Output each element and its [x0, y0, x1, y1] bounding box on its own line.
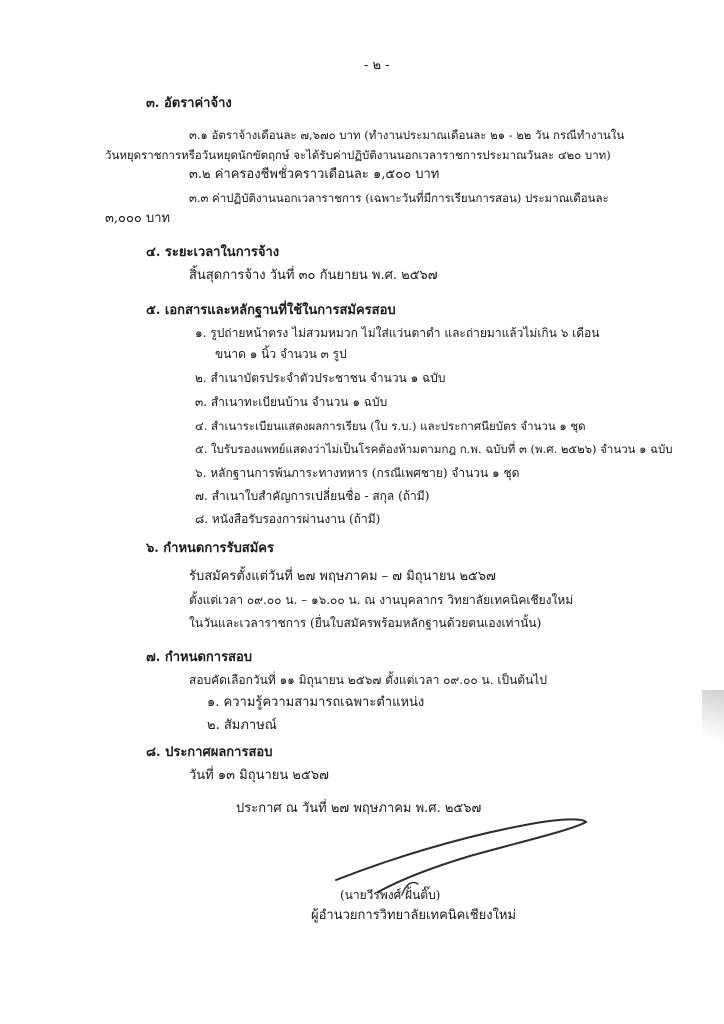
section-3-line-1b: วันหยุดราชการหรือวันหยุดนักขัตฤกษ์ จะได้รับค่าปฏิบัติงานนอกเวลาราชการประมาณวันละ ๔๒๐ บาท) — [105, 148, 611, 162]
document-item: ขนาด ๑ นิ้ว จำนวน ๓ รูป — [215, 347, 347, 361]
section-3-line-3: ๓.๓ ค่าปฏิบัติงานนอกเวลาราชการ (เฉพาะวันที่มีการเรียนการสอน) ประมาณเดือนละ — [189, 191, 609, 205]
document-item: ๓. สำเนาทะเบียนบ้าน จำนวน ๑ ฉบับ — [195, 395, 388, 409]
document-item: ๘. หนังสือรับรองการผ่านงาน (ถ้ามี) — [195, 512, 381, 526]
document-item: ๔. สำเนาระเบียนแสดงผลการเรียน (ใบ ร.บ.) และประกาศนียบัตร จำนวน ๑ ชุด — [195, 419, 586, 433]
section-3-line-1: ๓.๑ อัตราจ้างเดือนละ ๗,๖๗๐ บาท (ทำงานประมาณเดือนละ ๒๑ - ๒๒ วัน กรณีทำงานใน — [189, 128, 625, 142]
document-item: ๖. หลักฐานการพ้นภาระทางทหาร (กรณีเพศชาย) จำนวน ๑ ชุด — [195, 466, 520, 480]
document-item: ๑. รูปถ่ายหน้าตรง ไม่สวมหมวก ไม่ใส่แว่นตาดำ และถ่ายมาแล้วไม่เกิน ๖ เดือน — [195, 326, 600, 340]
section-3-line-3b: ๓,๐๐๐ บาท — [105, 211, 171, 226]
section-6-line-3: ในวันและเวลาราชการ (ยื่นใบสมัครพร้อมหลักฐานด้วยตนเองเท่านั้น) — [189, 616, 542, 630]
section-8-line-1: วันที่ ๑๓ มิถุนายน ๒๕๖๗ — [189, 768, 329, 783]
exam-item: ๑. ความรู้ความสามารถเฉพาะตำแหน่ง — [207, 695, 425, 710]
exam-item: ๒. สัมภาษณ์ — [207, 718, 277, 733]
section-6-line-1: รับสมัครตั้งแต่วันที่ ๒๗ พฤษภาคม – ๗ มิถุนายน ๒๕๖๗ — [189, 569, 496, 584]
section-3-heading: ๓. อัตราค่าจ้าง — [146, 96, 232, 111]
section-8-heading: ๘. ประกาศผลการสอบ — [146, 745, 273, 760]
section-7-heading: ๗. กำหนดการสอบ — [146, 650, 253, 665]
section-5-heading: ๕. เอกสารและหลักฐานที่ใช้ในการสมัครสอบ — [146, 303, 396, 318]
section-6-heading: ๖. กำหนดการรับสมัคร — [146, 541, 274, 556]
section-7-line-1: สอบคัดเลือกวันที่ ๑๑ มิถุนายน ๒๕๖๗ ตั้งแต่เวลา ๐๙.๐๐ น. เป็นต้นไป — [189, 673, 547, 687]
announce-date: ประกาศ ณ วันที่ ๒๗ พฤษภาคม พ.ศ. ๒๕๖๗ — [236, 801, 482, 816]
document-item: ๕. ใบรับรองแพทย์แสดงว่าไม่เป็นโรคต้องห้ามตามกฎ ก.พ. ฉบับที่ ๓ (พ.ศ. ๒๕๒๖) จำนวน ๑ ฉบับ — [195, 442, 673, 456]
section-4-line-1: สิ้นสุดการจ้าง วันที่ ๓๐ กันยายน พ.ศ. ๒๕๖๗ — [189, 268, 438, 283]
signer-title: ผู้อำนวยการวิทยาลัยเทคนิคเชียงใหม่ — [311, 908, 517, 923]
section-4-heading: ๔. ระยะเวลาในการจ้าง — [146, 245, 280, 260]
scan-shadow — [702, 690, 724, 760]
section-3-line-2: ๓.๒ ค่าครองชีพชั่วคราวเดือนละ ๑,๕๐๐ บาท — [189, 167, 440, 182]
section-6-line-2: ตั้งแต่เวลา ๐๙.๐๐ น. – ๑๖.๐๐ น. ณ งานบุคลากร วิทยาลัยเทคนิคเชียงใหม่ — [189, 593, 574, 607]
page-number: - ๒ - — [364, 58, 390, 73]
document-item: ๒. สำเนาบัตรประจำตัวประชาชน จำนวน ๑ ฉบับ — [195, 371, 446, 385]
document-item: ๗. สำเนาใบสำคัญการเปลี่ยนชื่อ - สกุล (ถ้ามี) — [195, 489, 430, 503]
signer-name: (นายวีรพงศ์ ฝั้นติ๊บ) — [340, 888, 441, 902]
